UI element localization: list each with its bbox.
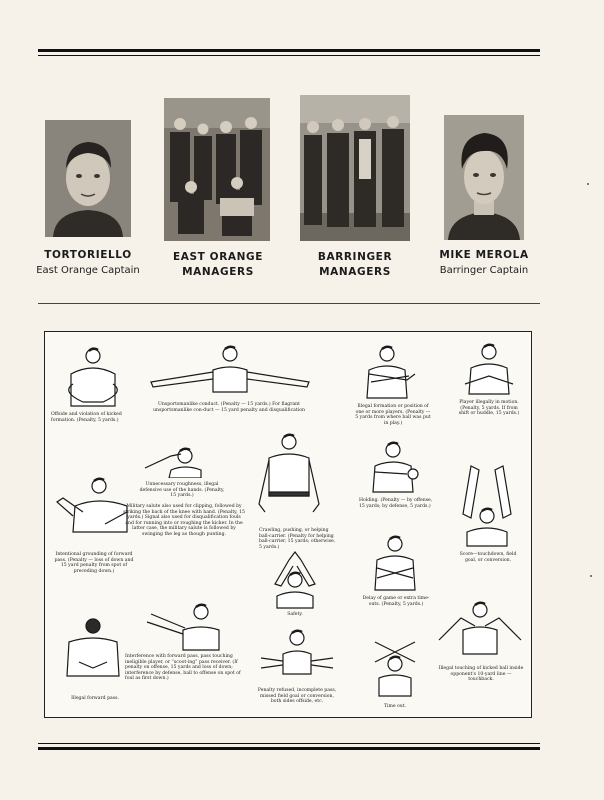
unsportsmanlike-figure <box>145 342 315 394</box>
bottom-rule-thin <box>38 743 540 744</box>
holding-figure <box>363 438 429 494</box>
player-motion-figure <box>455 340 521 396</box>
signal-caption-holding: Holding. (Penalty — by offense, 15 yards; by defense, 5 yards.) <box>359 498 433 509</box>
illegal-formation-figure <box>355 342 425 400</box>
signal-caption-clipping: Military salute also used for clipping, followed by striking the back of the knee with hand. (Penalty, 15 yards.) Signal also used for disqualification fouls and for running into or roughing the kicker. In the latter case, the military salute is followed by swinging the leg as though punting. <box>123 504 245 537</box>
photo-east-orange-managers <box>164 98 270 241</box>
page-speck <box>587 183 589 185</box>
signal-caption-unsportsmanlike: Unsportsmanlike conduct. (Penalty — 15 yards.) For flagrant unsportsmanlike con-duct — 15 yard penalty and disqualification <box>153 402 305 413</box>
caption-role: East Orange Captain <box>36 265 140 276</box>
signal-caption-penalty-refused: Penalty refused, incomplete pass, missed field goal or conversion, both sides offside, etc. <box>257 688 337 705</box>
delay-figure <box>367 532 423 592</box>
signal-caption-roughness: Unnecessary roughness, illegal defensive use of the hands. (Penalty, 15 yards.) <box>139 482 225 499</box>
referee-signals-panel <box>44 331 532 718</box>
photo-mike-merola <box>444 115 524 240</box>
caption-role: Barringer Captain <box>439 265 529 276</box>
caption-name: EAST ORANGE MANAGERS <box>173 251 263 278</box>
signal-caption-illegal-touching: Illegal touching of kicked ball inside opponent's 10-yard line — touchback. <box>438 666 524 683</box>
signal-caption-player-motion: Player illegally in motion. (Penalty, 5 yards. If from shift or huddle, 15 yards.) <box>458 400 520 417</box>
interference-figure <box>143 600 223 652</box>
grounding-figure <box>53 472 133 536</box>
caption-mike-merola <box>424 248 544 278</box>
top-rule-thick <box>38 49 540 52</box>
caption-barringer-managers <box>284 250 426 280</box>
crawling-figure <box>251 430 327 526</box>
illegal-touching-figure <box>435 596 525 656</box>
roughness-figure <box>141 444 211 478</box>
signal-caption-grounding: Intentional grounding of forward pass. (Penalty — loss of down and 15 yard penalty from spot of preceding down.) <box>54 552 134 574</box>
safety-figure <box>267 550 323 610</box>
caption-name: BARRINGER MANAGERS <box>317 251 393 278</box>
bottom-rule-thick <box>38 747 540 750</box>
signal-caption-time-out: Time out. <box>383 704 407 709</box>
signal-caption-offside: Offside and violation of kicked formation. (Penalty, 5 yards.) <box>51 412 122 423</box>
photo-barringer-managers <box>300 95 410 241</box>
caption-name: TORTORIELLO <box>44 249 132 261</box>
signal-caption-crawling: Crawling, pushing, or helping ball-carrier. (Penalty for helping ball-carrier, 15 yards; otherwise, 5 yards.) <box>259 528 336 550</box>
score-figure <box>453 462 521 548</box>
signal-caption-interference: Interference with forward pass, pass touching ineligible player, or “scoot-ing” pass receiver. (If penalty on offense, 15 yards and loss of down; interference by defense, ball to offense on spot of foul as first down.) <box>125 654 241 682</box>
photo-tortoriello <box>45 120 131 237</box>
penalty-refused-figure <box>257 628 337 676</box>
signal-caption-safety: Safety. <box>287 612 303 617</box>
signal-caption-delay: Delay of game or extra time-outs. (Penalty, 5 yards.) <box>362 596 430 607</box>
illegal-forward-pass-figure <box>53 614 133 680</box>
signal-caption-illegal-forward-pass: Illegal forward pass. <box>71 696 119 701</box>
caption-name: MIKE MEROLA <box>439 249 529 261</box>
signal-caption-illegal-formation: Illegal formation or position of one or more players. (Penalty — 5 yards from where ball was put in play.) <box>355 404 431 426</box>
offside-figure <box>53 344 133 410</box>
caption-east-orange-managers <box>144 250 292 280</box>
signal-caption-score: Score—touchdown, field goal, or conversion. <box>459 552 517 563</box>
middle-rule <box>38 303 540 304</box>
top-rule-thin <box>38 55 540 56</box>
time-out-figure <box>371 638 419 698</box>
caption-tortoriello <box>28 248 148 278</box>
page-speck <box>590 575 592 577</box>
